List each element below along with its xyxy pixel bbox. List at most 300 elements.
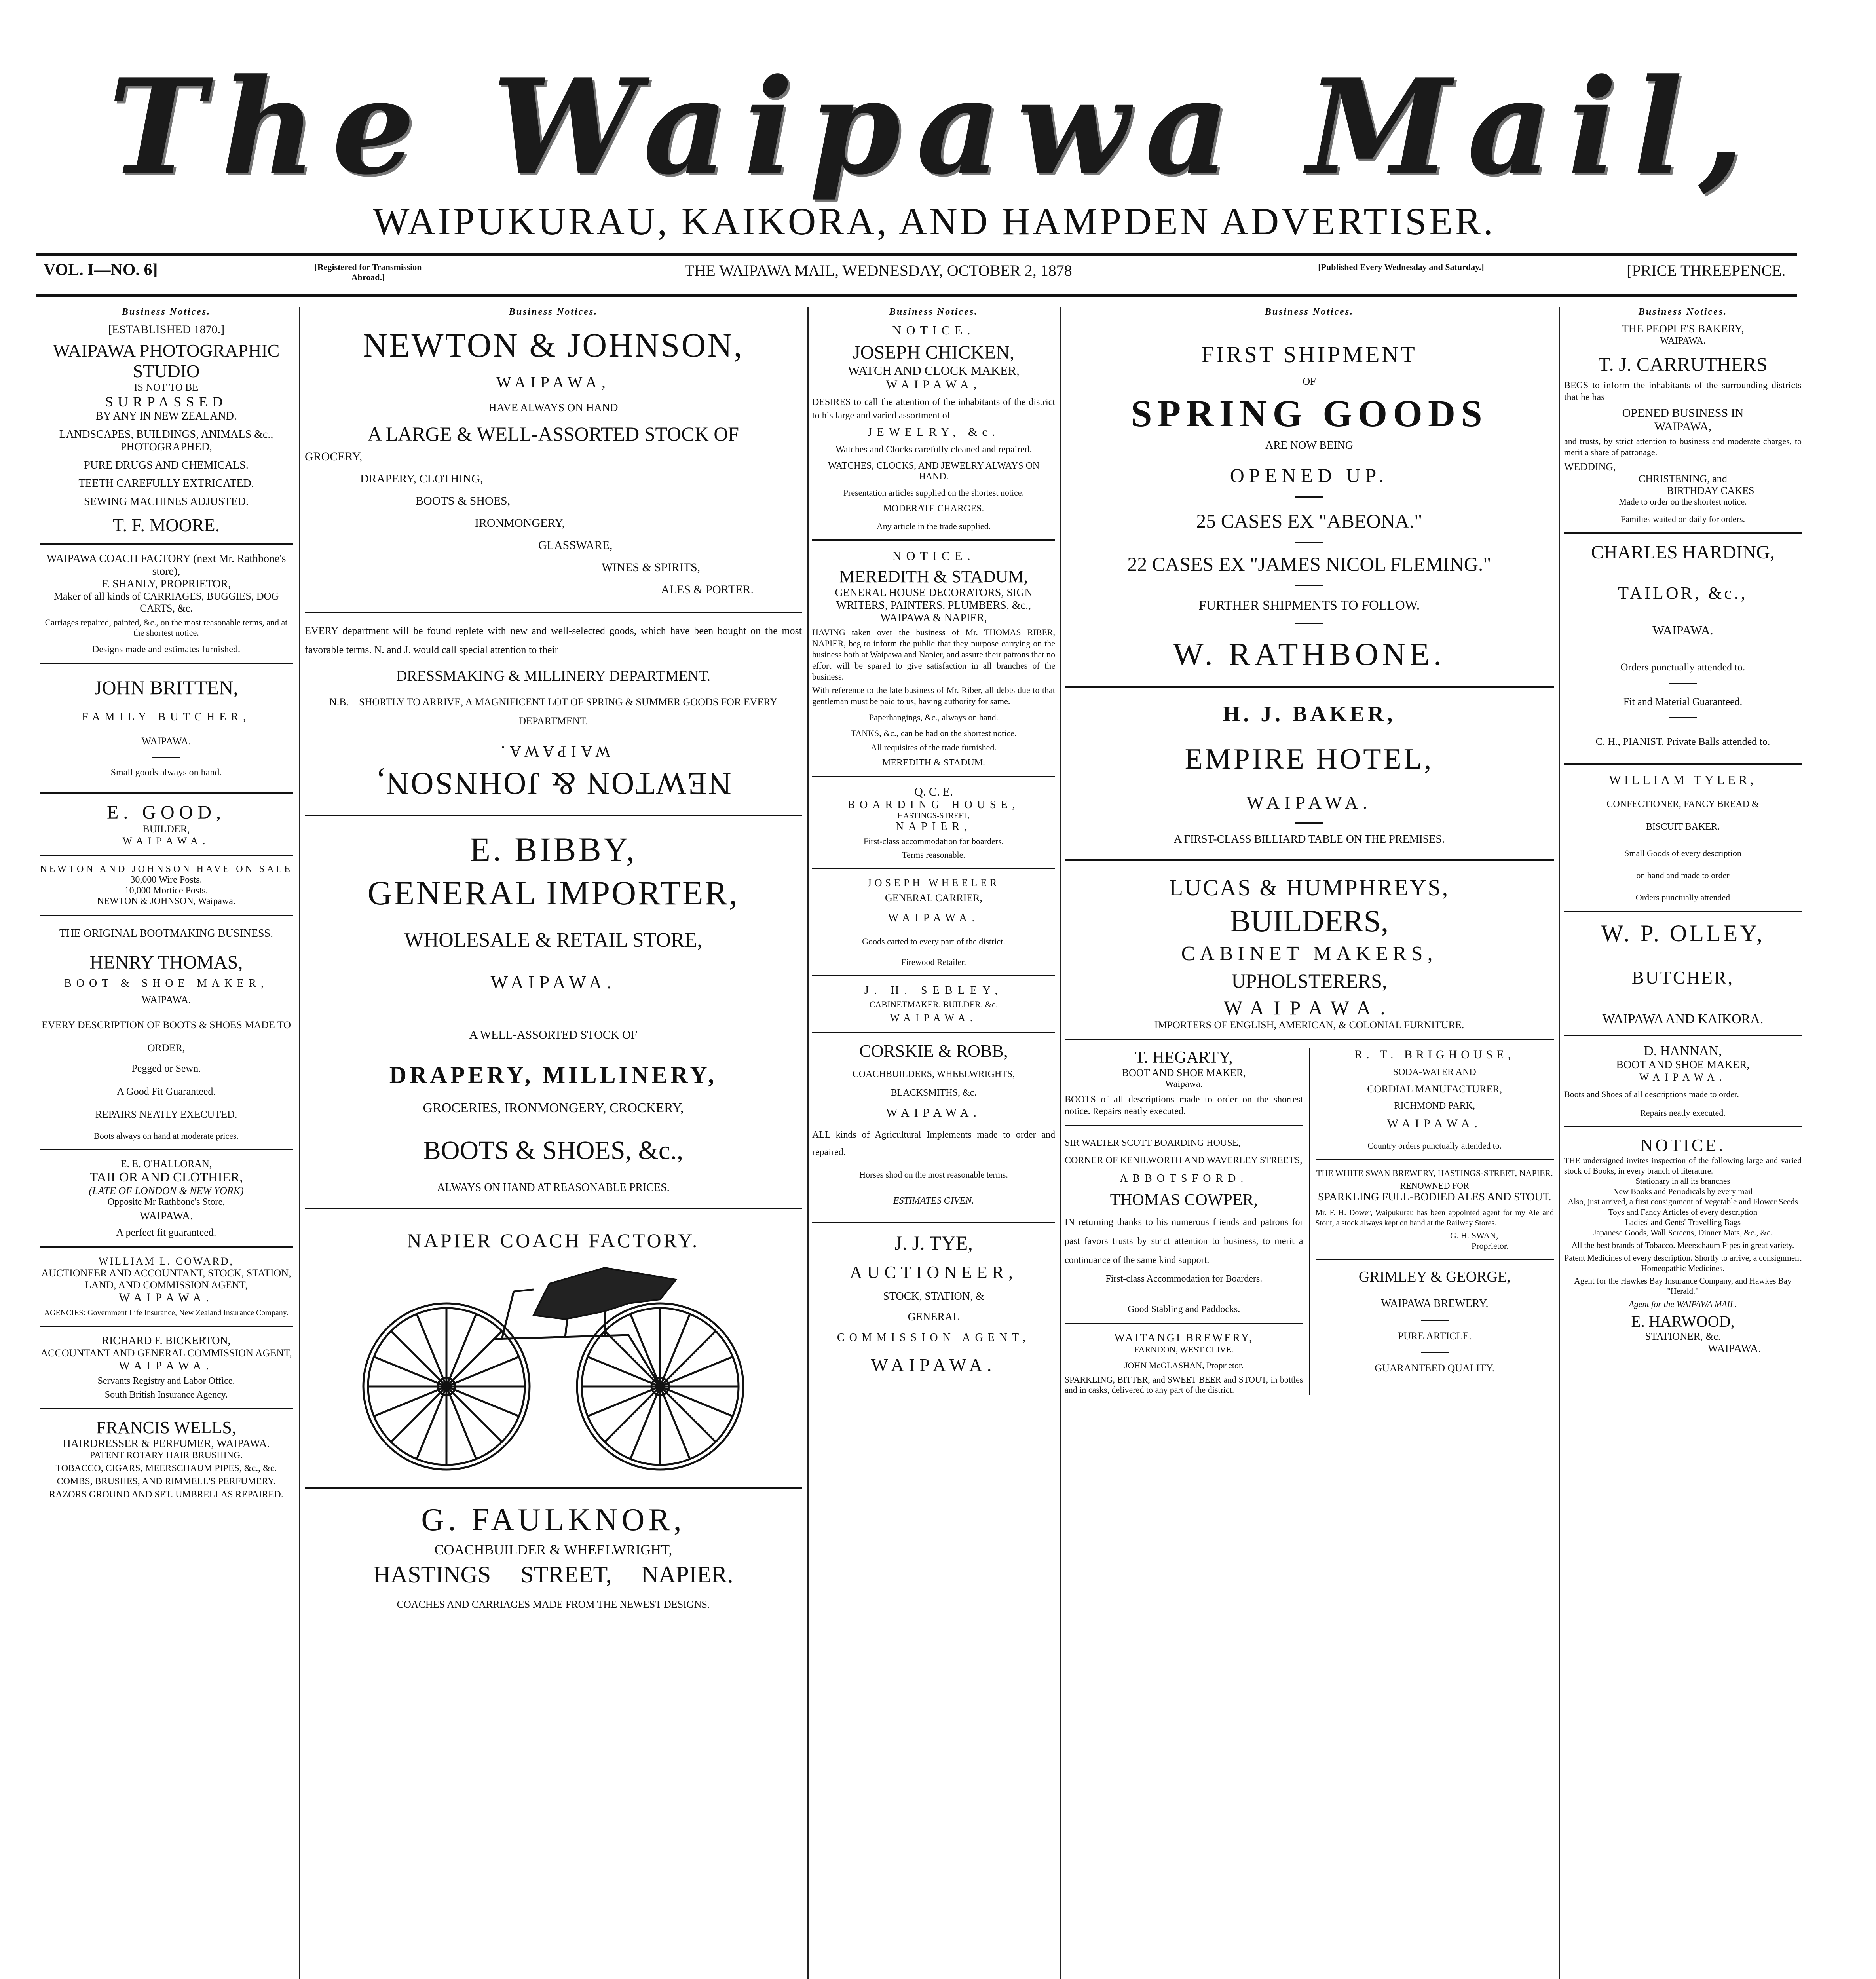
section-heading: Business Notices. xyxy=(122,307,211,317)
advertiser-trade: TAILOR AND CLOTHIER, xyxy=(89,1170,243,1185)
advertiser-note: Orders punctually attended xyxy=(1635,893,1730,902)
advertiser-trade: BISCUIT BAKER. xyxy=(1646,822,1720,832)
notice-line: Toys and Fancy Articles of every description xyxy=(1608,1207,1758,1217)
advertiser-note: Firewood Retailer. xyxy=(901,957,966,967)
advertiser-trade: COACHBUILDER & WHEELWRIGHT, xyxy=(434,1542,672,1557)
advertiser-note: PATENT ROTARY HAIR BRUSHING. xyxy=(89,1450,243,1461)
advertiser-note: First-class Accommodation for Boarders. xyxy=(1105,1274,1263,1284)
divider xyxy=(812,975,1055,976)
advertiser-note: A Good Fit Guaranteed. xyxy=(117,1086,216,1097)
advertiser-place: WAIPAWA AND KAIKORA. xyxy=(1602,1012,1764,1026)
advertiser-note: COACHES AND CARRIAGES MADE FROM THE NEWEST DESIGNS. xyxy=(397,1599,710,1610)
coach-factory-name: WAIPAWA COACH FACTORY (next Mr. Rathbone's store), xyxy=(46,553,286,577)
advertiser-name: T. HEGARTY, xyxy=(1135,1048,1233,1067)
dash xyxy=(1295,496,1323,498)
advertiser-note: (LATE OF LONDON & NEW YORK) xyxy=(89,1185,244,1197)
notice-line: Also, just arrived, a first consignment of Vegetable and Flower Seeds xyxy=(1568,1197,1798,1206)
dateline-rule xyxy=(36,294,1797,297)
advertiser-note: on hand and made to order xyxy=(1636,870,1730,880)
advertiser-note: Boots and Shoes of all descriptions made to order. xyxy=(1564,1089,1739,1099)
advertiser-trade: STATIONER, &c. xyxy=(1645,1331,1721,1342)
advertiser-proprietor: JOHN McGLASHAN, Proprietor. xyxy=(1124,1360,1244,1370)
advertiser-body: EVERY department will be found replete with new and well-selected goods, which have been bought on the most favorable terms. N. and J. would call special attention to their xyxy=(305,625,802,655)
divider xyxy=(812,1222,1055,1223)
dash xyxy=(1669,717,1697,718)
divider xyxy=(305,612,802,613)
advertiser-name: JOSEPH CHICKEN, xyxy=(853,342,1015,363)
advertiser-body: SPARKLING, BITTER, and SWEET BEER and STOUT, in bottles and in casks, delivered to any part of the district. xyxy=(1065,1375,1303,1395)
advertiser-trade: AUCTIONEER, xyxy=(849,1263,1018,1282)
advertiser-body: BEGS to inform the inhabitants of the surrounding districts that he has xyxy=(1564,380,1802,403)
advertiser-place: WAIPAWA. xyxy=(119,1291,214,1304)
stock-item: GLASSWARE, xyxy=(538,539,613,552)
divider xyxy=(1316,1159,1554,1160)
advertiser-place: WAIPAWA, xyxy=(496,373,610,391)
divider xyxy=(1564,1126,1802,1127)
notice-heading: NOTICE. xyxy=(1640,1136,1726,1155)
advertiser-trade: BOOT AND SHOE MAKER, xyxy=(1616,1059,1750,1071)
advertiser-signature: G. H. SWAN, xyxy=(1450,1231,1498,1240)
advertiser-body: IN returning thanks to his numerous friends and patrons for past favors trusts by strict attention to business, to merit a continuance of the same kind support. xyxy=(1065,1217,1303,1265)
advertiser-signature: MEREDITH & STADUM. xyxy=(882,758,985,768)
advertiser-address: HASTINGS-STREET, xyxy=(897,811,970,820)
advertiser-name: GRIMLEY & GEORGE, xyxy=(1358,1269,1511,1285)
divider xyxy=(40,663,293,664)
advertiser-body: ALL kinds of Agricultural Implements made to order and repaired. xyxy=(812,1130,1055,1157)
divider xyxy=(1065,1125,1303,1126)
advertiser-note: Pegged or Sewn. xyxy=(131,1063,201,1074)
coach-factory-text: Designs made and estimates furnished. xyxy=(92,644,240,655)
advertiser-trade: WAIPAWA BREWERY. xyxy=(1380,1297,1489,1310)
advertiser-note: Fit and Material Guaranteed. xyxy=(1623,696,1743,707)
advertiser-note: Good Stabling and Paddocks. xyxy=(1128,1304,1240,1314)
studio-line: TEETH CAREFULLY EXTRICATED. xyxy=(78,477,254,490)
divider xyxy=(1065,859,1554,861)
advertiser-trade: BUILDERS, xyxy=(1230,904,1389,938)
advertiser-note: RAZORS GROUND AND SET. UMBRELLAS REPAIRED. xyxy=(49,1489,283,1500)
advertiser-address: FARNDON, WEST CLIVE. xyxy=(1134,1345,1234,1354)
notice-line: New Books and Periodicals by every mail xyxy=(1613,1187,1753,1196)
advertiser-note: DRAPERY, MILLINERY, xyxy=(389,1062,718,1088)
advertiser-name: WILLIAM L. COWARD, xyxy=(98,1255,234,1267)
advertiser-place: WAIPAWA, xyxy=(1654,420,1711,433)
advertiser-note: AGENCIES: Government Life Insurance, New Zealand Insurance Company. xyxy=(44,1309,289,1317)
notice-line: All the best brands of Tobacco. Meerschaum Pipes in great variety. xyxy=(1571,1240,1794,1250)
advertiser-body: Mr. F. H. Dower, Waipukurau has been appointed agent for my Ale and Stout, a stock always kept on hand at the Railway Stores. xyxy=(1315,1208,1554,1227)
divider xyxy=(1065,686,1554,688)
advertiser-name: J. H. SEBLEY, xyxy=(864,984,1003,997)
notice-line: Japanese Goods, Wall Screens, Dinner Mats, &c., &c. xyxy=(1593,1228,1773,1237)
advertiser-note: RENOWNED FOR xyxy=(1400,1181,1469,1191)
advertiser-place: WAIPAWA. xyxy=(1387,1117,1482,1130)
column-divider xyxy=(1559,307,1560,1979)
advertiser-note: Small Goods of every description xyxy=(1624,848,1741,858)
studio-claim: BY ANY IN NEW ZEALAND. xyxy=(96,410,237,422)
coach-factory-text: Carriages repaired, painted, &c., on the most reasonable terms, and at the shortest notice. xyxy=(45,617,288,638)
advertiser-place: WAIPAWA, xyxy=(886,378,981,391)
notice-line: Agent for the Hawkes Bay Insurance Company, and Hawkes Bay "Herald." xyxy=(1574,1276,1792,1296)
advertiser-trade: CORDIAL MANUFACTURER, xyxy=(1367,1083,1502,1095)
notice-body: THE undersigned invites inspection of the following large and varied stock of Books, in every branch of literature. xyxy=(1564,1156,1802,1176)
advertiser-note: JEWELRY, &c. xyxy=(867,425,1000,439)
notice-line: Ladies' and Gents' Travelling Bags xyxy=(1625,1217,1741,1227)
advertiser-note: Any article in the trade supplied. xyxy=(876,521,991,531)
advertiser-place: WAIPAWA & NAPIER, xyxy=(880,612,987,624)
advertiser-trade: CONFECTIONER, FANCY BREAD & xyxy=(1606,799,1759,809)
shipment-text: FURTHER SHIPMENTS TO FOLLOW. xyxy=(1198,598,1420,613)
volume-number: VOL. I—NO. 6] xyxy=(44,261,158,279)
dash xyxy=(152,757,180,758)
advertiser-note: HAVE ALWAYS ON HAND xyxy=(488,402,618,414)
advertiser-note: ALWAYS ON HAND AT REASONABLE PRICES. xyxy=(437,1181,670,1194)
advertiser-note: Families waited on daily for orders. xyxy=(1620,514,1745,524)
advertiser-trade: CABINET MAKERS, xyxy=(1181,942,1437,965)
advertiser-note: COMBS, BRUSHES, AND RIMMELL'S PERFUMERY. xyxy=(57,1476,276,1487)
advertiser-trade: AUCTIONEER AND ACCOUNTANT, STOCK, STATION, LAND, AND COMMISSION AGENT, xyxy=(41,1267,291,1291)
advertiser-place: WAIPAWA. xyxy=(1246,792,1372,813)
column-divider xyxy=(807,307,809,1979)
dash xyxy=(1295,585,1323,586)
advertiser-name: G. FAULKNOR, xyxy=(421,1502,685,1537)
advertiser-note: All requisites of the trade furnished. xyxy=(871,743,997,752)
inverted-advert xyxy=(305,743,802,801)
subcolumn-right xyxy=(1310,1048,1554,1395)
notice-heading: NOTICE. xyxy=(892,323,975,337)
published-note: [Published Every Wednesday and Saturday.] xyxy=(1318,262,1484,272)
advertiser-note: BOOTS & SHOES, &c., xyxy=(423,1136,684,1165)
advertiser-name: WAITANGI BREWERY, xyxy=(1114,1332,1253,1344)
advertiser-name: JOSEPH WHEELER xyxy=(867,877,1000,889)
column-1 xyxy=(40,307,293,1979)
studio-line: LANDSCAPES, BUILDINGS, ANIMALS &c., PHOTOGRAPHED, xyxy=(59,428,273,453)
divider xyxy=(40,1408,293,1409)
divider xyxy=(40,915,293,916)
shipment-text: 25 CASES EX "ABEONA." xyxy=(1196,510,1422,532)
top-rule xyxy=(36,253,1797,256)
advertiser-proprietor: Proprietor. xyxy=(1472,1241,1509,1251)
advertiser-address: RICHMOND PARK, xyxy=(1394,1101,1475,1111)
divider xyxy=(1564,1035,1802,1036)
column-3 xyxy=(812,307,1055,1979)
dash xyxy=(1295,623,1323,624)
advertiser-trade: GENERAL IMPORTER, xyxy=(367,874,739,912)
section-heading: Business Notices. xyxy=(1265,307,1354,317)
advertiser-name: R. T. BRIGHOUSE, xyxy=(1354,1048,1515,1061)
advertiser-name: WILLIAM TYLER, xyxy=(1609,773,1757,787)
shipment-title: SPRING GOODS xyxy=(1131,392,1488,435)
advertiser-heading: THE ORIGINAL BOOTMAKING BUSINESS. xyxy=(59,927,273,940)
advertiser-note: A WELL-ASSORTED STOCK OF xyxy=(469,1028,638,1041)
shipment-text: 22 CASES EX "JAMES NICOL FLEMING." xyxy=(1127,553,1491,575)
advertiser-note: Paperhangings, &c., always on hand. xyxy=(869,712,999,722)
advertiser-note: Presentation articles supplied on the shortest notice. xyxy=(843,488,1024,498)
inverted-name: NEWTON & JOHNSON, xyxy=(375,766,731,801)
advertiser-note: A perfect fit guaranteed. xyxy=(116,1227,216,1238)
advertiser-body: With reference to the late business of Mr. Riber, all debts due to that gentleman must be paid to us, having authority for same. xyxy=(812,685,1055,706)
advertiser-place: WAIPAWA. xyxy=(122,835,210,847)
advertiser-name: FRANCIS WELLS, xyxy=(96,1418,236,1437)
studio-name: WAIPAWA PHOTOGRAPHIC STUDIO xyxy=(53,340,280,381)
studio-claim: SURPASSED xyxy=(105,394,228,410)
advertiser-place: WAIPAWA. xyxy=(1652,623,1713,637)
advertiser-trade: WATCH AND CLOCK MAKER, xyxy=(848,363,1020,378)
advertiser-name: W. P. OLLEY, xyxy=(1601,920,1765,946)
notice-line: Agent for the WAIPAWA MAIL. xyxy=(1629,1299,1737,1309)
advertiser-place: WAIPAWA. xyxy=(890,1012,978,1024)
advertiser-place: WAIPAWA. xyxy=(1224,997,1395,1019)
advertiser-name: D. HANNAN, xyxy=(1644,1044,1722,1058)
advertiser-note: Boots always on hand at moderate prices. xyxy=(94,1131,239,1141)
advertiser-trade: BUTCHER, xyxy=(1631,967,1734,988)
advertiser-note: GROCERIES, IRONMONGERY, CROCKERY, xyxy=(423,1101,684,1115)
advertiser-place: Waipawa. xyxy=(1165,1079,1203,1089)
advertiser-name: THE WHITE SWAN BREWERY, HASTINGS-STREET, NAPIER. xyxy=(1316,1168,1553,1178)
shipment-text: OPENED UP. xyxy=(1230,464,1389,486)
advertiser-trade: BOARDING HOUSE, xyxy=(847,799,1020,811)
masthead-title: The Waipawa Mail, xyxy=(108,50,1760,203)
advertiser-name: W. RATHBONE. xyxy=(1173,636,1446,672)
advertiser-note: A FIRST-CLASS BILLIARD TABLE ON THE PREMISES. xyxy=(1173,833,1445,845)
advertiser-note: N.B.—SHORTLY TO ARRIVE, A MAGNIFICENT LOT OF SPRING & SUMMER GOODS FOR EVERY DEPARTMENT. xyxy=(329,696,778,727)
advertiser-trade: TAILOR, &c., xyxy=(1618,583,1748,603)
advertiser-trade: UPHOLSTERERS, xyxy=(1231,970,1387,992)
advertiser-name: T. J. CARRUTHERS xyxy=(1598,353,1768,375)
inverted-place: WAIPAWA. xyxy=(496,743,610,761)
advertiser-place: WAIPAWA. xyxy=(888,912,980,924)
advertiser-name: RICHARD F. BICKERTON, xyxy=(102,1335,231,1347)
column-divider xyxy=(1060,307,1061,1979)
advertiser-place: WAIPAWA. xyxy=(139,1210,193,1222)
divider xyxy=(812,776,1055,777)
advertiser-note: Watches and Clocks carefully cleaned and repaired. xyxy=(835,444,1032,455)
advertiser-note: Terms reasonable. xyxy=(902,850,965,860)
advertiser-place: NAPIER, xyxy=(895,820,972,833)
advertiser-trade: COACHBUILDERS, WHEELWRIGHTS, xyxy=(852,1069,1015,1079)
advertiser-name: JOHN BRITTEN, xyxy=(94,676,238,699)
studio-established: [ESTABLISHED 1870.] xyxy=(108,323,225,336)
dash xyxy=(1295,822,1323,824)
advertiser-address: HASTINGS STREET, NAPIER. xyxy=(373,1561,733,1588)
advertiser-note: WHOLESALE & RETAIL STORE, xyxy=(404,929,703,952)
divider xyxy=(1564,911,1802,912)
shipment-heading: FIRST SHIPMENT xyxy=(1201,342,1417,367)
section-heading: Business Notices. xyxy=(509,307,598,317)
divider xyxy=(40,792,293,794)
divider xyxy=(40,1326,293,1327)
notice-line: Stationary in all its branches xyxy=(1635,1176,1730,1186)
advertiser-note: MODERATE CHARGES. xyxy=(883,503,984,514)
advertiser-note: IMPORTERS OF ENGLISH, AMERICAN, & COLONIAL FURNITURE. xyxy=(1154,1019,1464,1031)
advertiser-body: BOOTS of all descriptions made to order on the shortest notice. Repairs neatly executed. xyxy=(1065,1094,1303,1117)
advertiser-name: LUCAS & HUMPHREYS, xyxy=(1169,875,1450,900)
advertiser-place: WAIPAWA. xyxy=(141,994,191,1005)
dash xyxy=(1421,1320,1449,1321)
advertiser-trade: BOOT & SHOE MAKER, xyxy=(64,977,268,990)
advertiser-note: REPAIRS NEATLY EXECUTED. xyxy=(95,1109,237,1120)
advertiser-trade: GENERAL HOUSE DECORATORS, SIGN WRITERS, PAINTERS, PLUMBERS, &c., xyxy=(835,587,1033,612)
section-heading: Business Notices. xyxy=(889,307,978,317)
shipment-text: OF xyxy=(1303,376,1316,387)
advertiser-note: EVERY DESCRIPTION OF BOOTS & SHOES MADE TO ORDER, xyxy=(41,1019,291,1054)
advertiser-note: COMMISSION AGENT, xyxy=(837,1331,1031,1344)
advertiser-name: CHARLES HARDING, xyxy=(1591,542,1775,563)
divider xyxy=(812,1032,1055,1033)
advertiser-place: WAIPAWA. xyxy=(1639,1071,1727,1083)
registered-note: [Registered for Transmission Abroad.] xyxy=(314,262,422,282)
advertiser-address: CORNER OF KENILWORTH AND WAVERLEY STREETS, xyxy=(1065,1155,1303,1166)
advertiser-trade: HAIRDRESSER & PERFUMER, WAIPAWA. xyxy=(63,1438,270,1450)
divider xyxy=(1065,1039,1554,1040)
notice-heading: NOTICE. xyxy=(892,549,975,563)
advertiser-note: 10,000 Mortice Posts. xyxy=(124,885,208,896)
advertiser-name: NEWTON & JOHNSON, xyxy=(363,326,744,364)
column-4 xyxy=(1065,307,1554,1979)
advertiser-place: WAIPAWA. xyxy=(119,1359,214,1372)
advertiser-name: NEWTON AND JOHNSON HAVE ON SALE xyxy=(40,864,292,874)
advertiser-trade: ACCOUNTANT AND GENERAL COMMISSION AGENT, xyxy=(40,1347,292,1359)
dash xyxy=(1295,542,1323,543)
hotel-name: EMPIRE HOTEL, xyxy=(1185,743,1434,775)
advertiser-note: A LARGE & WELL-ASSORTED STOCK OF xyxy=(367,423,739,445)
divider xyxy=(305,1208,802,1209)
advertiser-note: First-class accommodation for boarders. xyxy=(863,836,1004,846)
advertiser-note: WATCHES, CLOCKS, AND JEWELRY ALWAYS ON HAND. xyxy=(828,461,1040,482)
column-2 xyxy=(305,307,802,1979)
advertiser-note: Horses shod on the most reasonable terms. xyxy=(859,1170,1008,1179)
shipment-text: ARE NOW BEING xyxy=(1265,439,1353,452)
advertiser-note: Repairs neatly executed. xyxy=(1640,1108,1726,1118)
dateline xyxy=(36,257,1797,289)
advertiser-name: E. GOOD, xyxy=(107,802,226,823)
advertiser-note: South British Insurance Agency. xyxy=(104,1390,228,1400)
subcolumn-left xyxy=(1065,1048,1310,1395)
advertiser-name: THOMAS COWPER, xyxy=(1110,1191,1258,1209)
advertiser-body: HAVING taken over the business of Mr. THOMAS RIBER, NAPIER, beg to inform the public that they purpose carrying on the business both at Waipawa and Napier, and assure their patrons that no effort will be spared to give satisfaction in all branches of the business. xyxy=(812,627,1055,682)
advertiser-heading: THE PEOPLE'S BAKERY, xyxy=(1622,323,1744,335)
divider xyxy=(305,1487,802,1489)
advertiser-place: WAIPAWA. xyxy=(871,1355,997,1375)
advertiser-note: DRESSMAKING & MILLINERY DEPARTMENT. xyxy=(396,668,711,684)
advertiser-note: PURE ARTICLE. xyxy=(1398,1330,1472,1342)
studio-line: PURE DRUGS AND CHEMICALS. xyxy=(84,459,249,471)
issue-date: THE WAIPAWA MAIL, WEDNESDAY, OCTOBER 2, 1878 xyxy=(685,262,1072,279)
stock-item: DRAPERY, CLOTHING, xyxy=(360,472,483,485)
column-divider xyxy=(299,307,300,1979)
stock-item: WINES & SPIRITS, xyxy=(602,561,701,574)
advertiser-address: Opposite Mr Rathbone's Store, xyxy=(107,1197,225,1207)
advertiser-body: DESIRES to call the attention of the inhabitants of the district to his large and varied assortment of xyxy=(812,397,1055,421)
divider xyxy=(1316,1259,1554,1260)
dash xyxy=(1421,1352,1449,1353)
coach-factory-text: Maker of all kinds of CARRIAGES, BUGGIES, DOG CARTS, &c. xyxy=(53,591,279,614)
advertiser-trade: FAMILY BUTCHER, xyxy=(82,711,251,723)
advertiser-place: WAIPAWA. xyxy=(886,1106,981,1119)
advertiser-name: E. HARWOOD, xyxy=(1631,1312,1735,1330)
advertiser-note: 30,000 Wire Posts. xyxy=(130,875,202,885)
advertiser-note: WEDDING, xyxy=(1564,461,1616,473)
price: [PRICE THREEPENCE. xyxy=(1627,262,1786,279)
advertiser-trade: CABINETMAKER, BUILDER, &c. xyxy=(869,999,998,1009)
stock-item: GROCERY, xyxy=(305,450,363,463)
advertiser-note: Goods carted to every part of the district. xyxy=(862,936,1005,946)
dash xyxy=(1669,683,1697,684)
divider xyxy=(812,868,1055,869)
advertiser-note: STOCK, STATION, & xyxy=(883,1290,984,1303)
advertiser-note: Small goods always on hand. xyxy=(110,767,222,778)
advertiser-signature: NEWTON & JOHNSON, Waipawa. xyxy=(97,896,235,906)
advertiser-trade: BUILDER, xyxy=(142,823,190,835)
advertiser-trade: GENERAL CARRIER, xyxy=(885,892,983,904)
advertiser-name: HENRY THOMAS, xyxy=(89,952,243,973)
advertiser-note: TANKS, &c., can be had on the shortest notice. xyxy=(851,728,1017,738)
advertiser-place: WAIPAWA. xyxy=(1707,1343,1761,1355)
masthead xyxy=(16,44,1852,218)
studio-line: SEWING MACHINES ADJUSTED. xyxy=(84,496,249,508)
section-heading: Business Notices. xyxy=(1638,307,1728,317)
advertiser-note: GUARANTEED QUALITY. xyxy=(1375,1362,1495,1374)
advertiser-name: MEREDITH & STADUM, xyxy=(839,567,1028,586)
studio-owner: T. F. MOORE. xyxy=(112,515,220,535)
notice-line: Patent Medicines of every description. Shortly to arrive, a consignment Homeopathic Medicines. xyxy=(1564,1253,1802,1273)
advertiser-note: BIRTHDAY CAKES xyxy=(1667,485,1754,496)
advertiser-note: GENERAL xyxy=(908,1311,960,1323)
divider xyxy=(40,543,293,545)
stock-item: BOOTS & SHOES, xyxy=(416,494,511,507)
divider xyxy=(40,1246,293,1248)
advertiser-body: and trusts, by strict attention to business and moderate charges, to merit a share of patronage. xyxy=(1564,436,1802,457)
divider xyxy=(40,855,293,856)
twin-adverts xyxy=(1065,1048,1554,1395)
studio-claim: IS NOT TO BE xyxy=(134,382,199,393)
advertiser-trade: BOOT AND SHOE MAKER, xyxy=(1122,1067,1246,1079)
advertiser-note: Made to order on the shortest notice. xyxy=(1619,497,1747,507)
advertiser-note: Country orders punctually attended to. xyxy=(1367,1141,1502,1151)
divider xyxy=(305,815,802,816)
advertiser-place: WAIPAWA. xyxy=(141,735,191,747)
advertiser-place: ABBOTSFORD. xyxy=(1120,1172,1248,1185)
column-5 xyxy=(1564,307,1802,1979)
divider xyxy=(1564,532,1802,534)
advertiser-heading: NAPIER COACH FACTORY. xyxy=(407,1229,700,1252)
divider xyxy=(1065,1323,1303,1324)
advertiser-name: SIR WALTER SCOTT BOARDING HOUSE, xyxy=(1065,1138,1241,1148)
advertiser-name: Q. C. E. xyxy=(914,785,953,798)
advertiser-name: E. BIBBY, xyxy=(469,830,637,868)
divider xyxy=(812,539,1055,541)
advertiser-place: WAIPAWA. xyxy=(1660,336,1706,346)
advertiser-note: CHRISTENING, and xyxy=(1639,473,1727,484)
stock-item: IRONMONGERY, xyxy=(475,517,565,530)
advertiser-name: H. J. BAKER, xyxy=(1223,702,1396,726)
advertiser-note: C. H., PIANIST. Private Balls attended to. xyxy=(1595,736,1770,747)
advertiser-trade: SODA-WATER AND xyxy=(1393,1067,1476,1077)
stock-item: ALES & PORTER. xyxy=(661,583,754,596)
advertiser-note: Servants Registry and Labor Office. xyxy=(97,1376,235,1386)
advertiser-name: E. E. O'HALLORAN, xyxy=(120,1158,212,1170)
masthead-subtitle: WAIPUKURAU, KAIKORA, AND HAMPDEN ADVERTISER. xyxy=(372,200,1496,243)
advertiser-trade: BLACKSMITHS, &c. xyxy=(891,1088,977,1098)
advertiser-name: CORSKIE & ROBB, xyxy=(859,1041,1008,1061)
divider xyxy=(1564,763,1802,765)
advertiser-note: ESTIMATES GIVEN. xyxy=(893,1196,974,1206)
advertiser-note: Orders punctually attended to. xyxy=(1620,661,1745,673)
coach-factory-proprietor: F. SHANLY, PROPRIETOR, xyxy=(101,578,231,590)
advertiser-note: TOBACCO, CIGARS, MEERSCHAUM PIPES, &c., &c. xyxy=(55,1463,277,1474)
carriage-illustration xyxy=(305,1252,802,1474)
advertiser-place: WAIPAWA. xyxy=(490,972,616,992)
advertiser-note: OPENED BUSINESS IN xyxy=(1622,406,1744,420)
divider xyxy=(40,1149,293,1150)
